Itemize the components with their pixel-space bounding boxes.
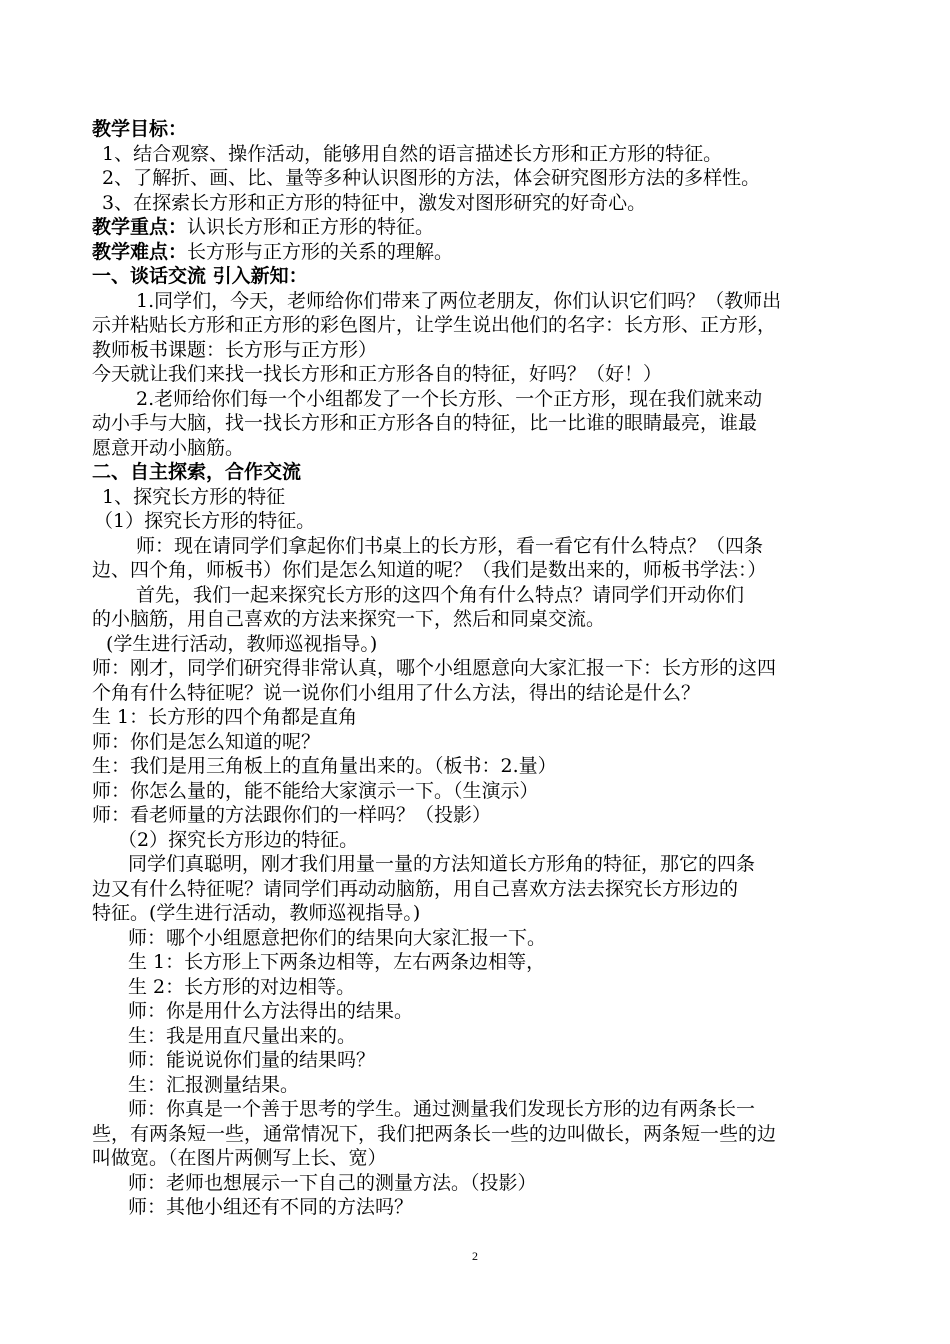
goal-item-3: 3、在探索长方形和正方形的特征中，激发对图形研究的好奇心。: [102, 191, 647, 214]
dialogue-line: 师：你怎么量的，能不能给大家演示一下。（生演示）: [92, 779, 539, 802]
goal-item-2: 2、了解折、画、比、量等多种认识图形的方法，体会研究图形方法的多样性。: [102, 167, 761, 189]
paragraph-line: 2.老师给你们每一个小组都发了一个长方形、一个正方形，现在我们就来动: [136, 387, 763, 410]
paragraph-line: 特征。(学生进行活动，教师巡视指导。): [92, 902, 421, 924]
dialogue-line: 生 2：长方形的对边相等。: [128, 975, 356, 998]
section-heading-1: 一、谈话交流 引入新知：: [92, 265, 308, 287]
paragraph-line: (学生进行活动，教师巡视指导。): [106, 632, 378, 655]
difficulty-label: 教学难点：: [92, 240, 188, 263]
paragraph-line: 边、四个角，师板书）你们是怎么知道的呢？（我们是数出来的，师板书学法：）: [92, 559, 767, 581]
dialogue-line: 师：刚才，同学们研究得非常认真，哪个小组愿意向大家汇报一下：长方形的这四: [92, 657, 777, 679]
dialogue-line: 师：你真是一个善于思考的学生。通过测量我们发现长方形的边有两条长一: [128, 1098, 756, 1120]
dialogue-line: 个角有什么特征呢？说一说你们小组用了什么方法，得出的结论是什么？: [92, 681, 701, 704]
dialogue-line: 师：哪个小组愿意把你们的结果向大家汇报一下。: [128, 926, 547, 949]
dialogue-line: 师：看老师量的方法跟你们的一样吗？（投影）: [92, 804, 492, 826]
paragraph-line: 同学们真聪明，刚才我们用量一量的方法知道长方形角的特征，那它的四条: [128, 853, 756, 875]
difficulty-text: 长方形与正方形的关系的理解。: [187, 240, 454, 263]
key-point-line: [92, 215, 872, 240]
dialogue-line: 师：能说说你们量的结果吗？: [128, 1049, 376, 1071]
key-point-text: 认识长方形和正方形的特征。: [187, 216, 435, 238]
paragraph-line: 叫做宽。（在图片两侧写上长、宽）: [92, 1147, 387, 1169]
subsection-heading: 1、探究长方形的特征: [102, 485, 286, 508]
dialogue-line: 生：我是用直尺量出来的。: [128, 1024, 357, 1047]
paragraph-line: 1.同学们，今天，老师给你们带来了两位老朋友，你们认识它们吗？（教师出: [136, 289, 782, 312]
paragraph-line: 教师板书课题：长方形与正方形）: [92, 338, 378, 361]
paragraph-line: 示并粘贴长方形和正方形的彩色图片，让学生说出他们的名字：长方形、正方形，: [92, 314, 777, 336]
paragraph-line: 首先，我们一起来探究长方形的这四个角有什么特点？请同学们开动你们: [136, 583, 745, 606]
dialogue-line: 生：汇报测量结果。: [128, 1073, 300, 1096]
key-point-label: 教学重点：: [92, 216, 188, 238]
dialogue-line: 师：你是用什么方法得出的结果。: [128, 1000, 414, 1022]
paragraph-line: 愿意开动小脑筋。: [92, 436, 245, 459]
heading-teaching-goals: 教学目标：: [92, 118, 188, 140]
paragraph-line: 今天就让我们来找一找长方形和正方形各自的特征，好吗？（好！）: [92, 363, 663, 385]
paragraph-line: 师：现在请同学们拿起你们书桌上的长方形，看一看它有什么特点？（四条: [136, 534, 764, 557]
dialogue-line: 生 1：长方形上下两条边相等，左右两条边相等，: [128, 951, 546, 973]
goal-item-1: 1、结合观察、操作活动，能够用自然的语言描述长方形和正方形的特征。: [102, 142, 723, 165]
section-heading-2: 二、自主探索，合作交流: [92, 461, 302, 483]
document-page: [92, 117, 872, 1220]
page-number: 2: [472, 1249, 478, 1263]
dialogue-line: 生 1：长方形的四个角都是直角: [92, 706, 358, 728]
subsection-heading: （2）探究长方形边的特征。: [118, 828, 359, 851]
dialogue-line: 师：你们是怎么知道的呢？: [92, 730, 321, 753]
dialogue-line: 生：我们是用三角板上的直角量出来的。（板书：2.量）: [92, 755, 557, 777]
paragraph-line: 些，有两条短一些，通常情况下，我们把两条长一些的边叫做长，两条短一些的边: [92, 1122, 777, 1145]
paragraph-line: 动小手与大脑，找一找长方形和正方形各自的特征，比一比谁的眼睛最亮，谁最: [92, 412, 758, 434]
subsection-heading: （1）探究长方形的特征。: [94, 510, 316, 532]
paragraph-line: 的小脑筋，用自己喜欢的方法来探究一下，然后和同桌交流。: [92, 608, 606, 630]
paragraph-line: 边又有什么特征呢？请同学们再动动脑筋，用自己喜欢方法去探究长方形边的: [92, 877, 739, 900]
difficulty-line: [92, 240, 872, 265]
dialogue-line: 师：老师也想展示一下自己的测量方法。（投影）: [128, 1171, 537, 1194]
dialogue-line: 师：其他小组还有不同的方法吗？: [128, 1196, 414, 1218]
